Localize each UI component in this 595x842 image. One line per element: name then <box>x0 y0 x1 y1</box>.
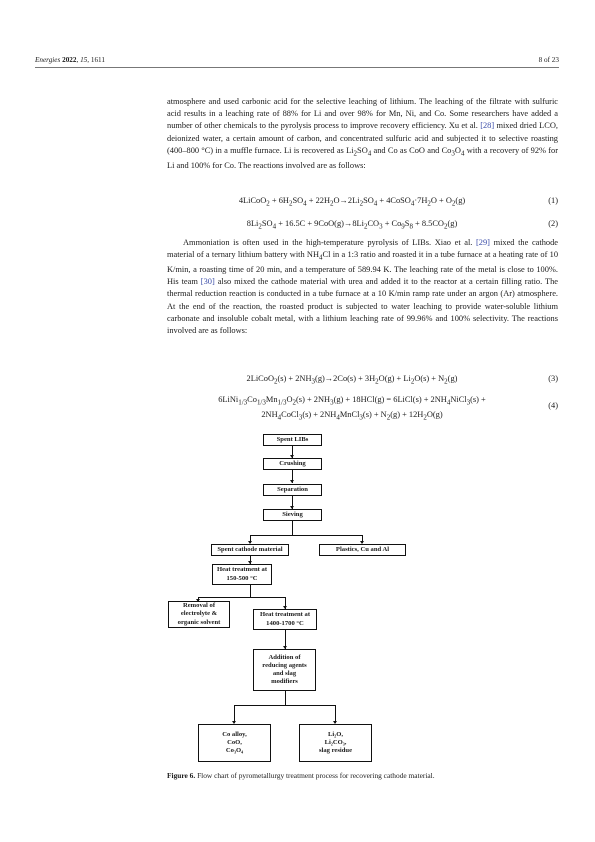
citation-28[interactable]: [28] <box>480 121 495 131</box>
connector <box>234 705 235 723</box>
box-co-alloy: Co alloy, CoO, Co₃O₄ <box>198 724 271 762</box>
figure-caption <box>167 771 435 780</box>
citation-29[interactable]: [29] <box>476 238 490 247</box>
box-heat-treatment-2: Heat treatment at 1400-1700 °C <box>253 609 317 630</box>
equation-2-body: $8Li_2SO_4 + 16.5C + 9CoO(g)\to 8Li_2CO_3 + Co_9S_8 + 8.5CO_2(g)$ <box>246 219 458 231</box>
caption-label: Figure 6. <box>167 771 196 780</box>
caption-text: Flow chart of pyrometallurgy treatment process for recovering cathode material. <box>197 771 435 780</box>
journal-volume: 15 <box>80 56 88 64</box>
box-heat-treatment-1: Heat treatment at 150-500 °C <box>212 564 272 585</box>
journal-year: 2022 <box>62 56 77 64</box>
equation-3-body: 2LiCoO$_2$(s) + $2NH_3(g)\to 2Co(s) + 3H_2O(g) + Li_2O(s) + N_2(g)$ <box>246 374 458 386</box>
equation-1-body: 4LiCoO$_2$ + $6H_2SO_4 + 22H_2O\to 2Li_2SO_4$ + $4CoSO_4\cdot 7H_2O + O_2(g)$ <box>238 196 466 208</box>
connector <box>250 585 251 597</box>
paragraph-2: Ammoniation is often used in the high-temperature pyrolysis of LIBs. Xiao et al. [29] mixed the cathode material of a ternary lithium battery with $NH_4Cl$ in a 1:3 ratio and roasted it in a tube furnace at a heating rate of 10 K/min, a roasting time of 20 min, and a temperature of 589.94 K. The leaching rate of the metal is close to 100%. His team [30] also mixed the cathode material with urea and added it to the reactor at a certain filling ratio. The thermal reduction reaction is conducted in a tube furnace at a 10 K/min ramp rate under an argon (Ar) atmosphere. At the end of the reaction, the roasted product is subjected to water leaching to provide water-soluble lithium carbonate and insoluble cobalt metal, with a lithium leaching rate of 99.96% and 100% selectivity. The reactions involved are as follows: <box>167 238 559 336</box>
connector <box>285 691 286 705</box>
connector <box>292 521 293 535</box>
connector <box>292 470 293 483</box>
connector <box>198 597 286 598</box>
header-rule <box>35 67 559 68</box>
paragraph-1: atmosphere and used carbonic acid for the selective leaching of lithium. The leaching of the filtrate with sulfuric acid results in a leaching rate of 88% for Li and over 98% for Mn, Ni, and Co. Some researchers have added a number of other chemicals to the pyrolysis process to improve recovery efficiency. Xu et al. [28] mixed dried LCO, deionized water, a certain amount of carbon, and concentrated sulfuric acid and subjected it to selective roasting (400–800 °C) in a muffle furnace. Li is recovered as $Li_2SO_4$ and Co as CoO and $Co_3O_4$ with a recovery of 92% for Li and 100% for Co. The reactions involved are as follows: <box>167 97 559 170</box>
connector <box>292 446 293 458</box>
box-spent-cathode-material: Spent cathode material <box>211 544 289 556</box>
connector <box>250 556 251 564</box>
connector <box>335 705 336 723</box>
box-li2o-slag: Li₂O, Li₂CO₃, slag residue <box>299 724 372 762</box>
box-separation: Separation <box>263 484 322 496</box>
box-addition-agents: Addition of reducing agents and slag modifiers <box>253 649 316 691</box>
connector <box>250 535 363 536</box>
box-removal-electrolyte: Removal of electrolyte & organic solvent <box>168 601 230 628</box>
equation-3-number: (3) <box>548 374 558 383</box>
box-plastics-cu-al: Plastics, Cu and Al <box>319 544 406 556</box>
equation-1-number: (1) <box>548 196 558 205</box>
citation-30[interactable]: [30] <box>200 277 215 287</box>
arrow-down-icon <box>290 480 294 483</box>
box-sieving: Sieving <box>263 509 322 521</box>
connector <box>285 630 286 649</box>
connector <box>362 535 363 543</box>
equation-4-number: (4) <box>548 401 558 410</box>
connector <box>285 597 286 609</box>
box-crushing: Crushing <box>263 458 322 470</box>
box-spent-libs: Spent LIBs <box>263 434 322 446</box>
equation-4 <box>167 394 558 422</box>
page-number: 8 of 23 <box>538 56 559 64</box>
connector <box>250 535 251 543</box>
connector <box>234 705 336 706</box>
article-number: 1611 <box>90 56 105 64</box>
connector <box>292 496 293 509</box>
equation-2-number: (2) <box>548 219 558 228</box>
journal-name: Energies <box>35 56 61 64</box>
running-header-journal: Energies 2022, 15, 1611 <box>35 56 105 64</box>
equation-4-body: $6LiNi_{1/3}Co_{1/3}Mn_{1/3}O_2(s) + 2NH_3(g) + 18HCl(g)$ = 6LiCl(s) + $2NH_4NiCl_3(s)$ + $2NH_4CoCl_3(s)$ + $2NH_4MnCl_3(s) + N_2(g) + 12H_2O(g)$ <box>218 395 486 422</box>
